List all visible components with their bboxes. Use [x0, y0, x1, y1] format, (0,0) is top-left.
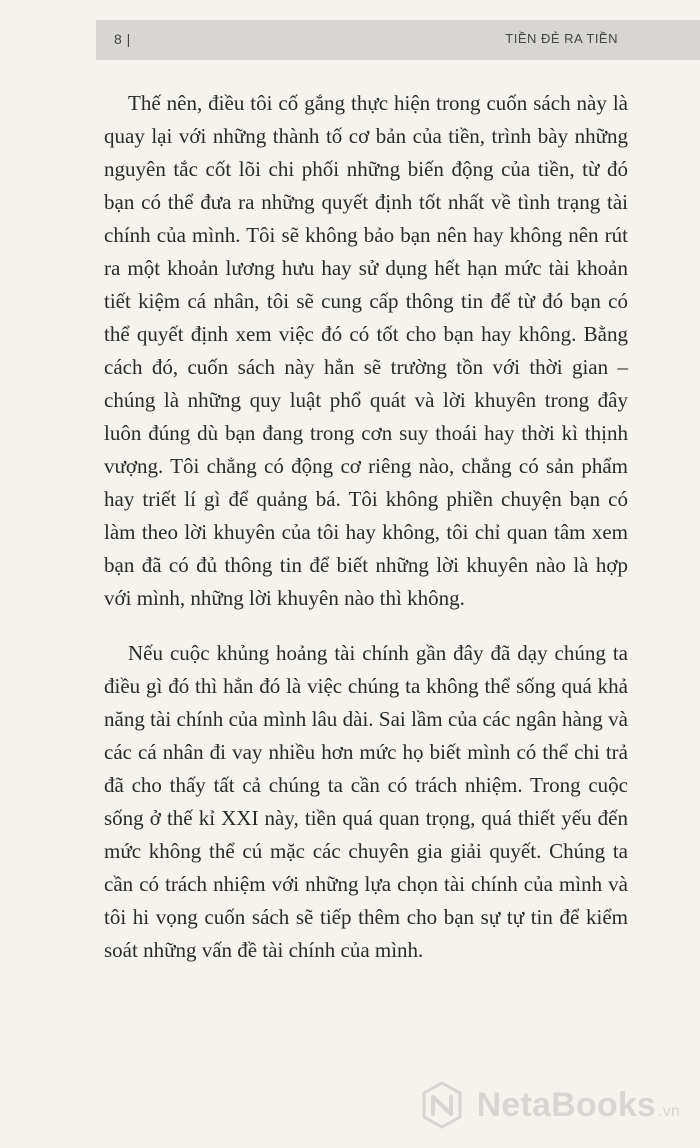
paragraph-2: Nếu cuộc khủng hoảng tài chính gần đây đã dạy chúng ta điều gì đó thì hẳn đó là việc chúng ta không thể sống quá khả năng tài chính của mình lâu dài. Sai lầm của các ngân hàng và các cá nhân đi vay nhiều hơn mức họ biết mình có thể chi trả đã cho thấy tất cả chúng ta cần có trách nhiệm. Trong cuộc sống ở thế kỉ XXI này, tiền quá quan trọng, quá thiết yếu đến mức không thể cú mặc các chuyên gia giải quyết. Chúng ta cần có trách nhiệm với những lựa chọn tài chính của mình và tôi hi vọng cuốn sách sẽ tiếp thêm cho bạn sự tự tin để kiểm soát những vấn đề tài chính của mình.: [104, 641, 628, 962]
watermark-brand: NetaBooks .vn: [476, 1086, 680, 1124]
page-content: [104, 87, 628, 967]
paragraph-1: Thế nên, điều tôi cố gắng thực hiện trong cuốn sách này là quay lại với những thành tố cơ bản của tiền, trình bày những nguyên tắc cốt lõi chi phối những biến động của tiền, từ đó bạn có thể đưa ra những quyết định tốt nhất về tình trạng tài chính của mình. Tôi sẽ không bảo bạn nên hay không nên rút ra một khoản lương hưu hay sử dụng hết hạn mức tài khoản tiết kiệm cá nhân, tôi sẽ cung cấp thông tin để từ đó bạn có thể quyết định xem việc đó có tốt cho bạn hay không. Bằng cách đó, cuốn sách này hẳn sẽ trường tồn với thời gian – chúng là những quy luật phổ quát và lời khuyên trong đây luôn đúng dù bạn đang trong cơn suy thoái hay thời kì thịnh vượng. Tôi chẳng có động cơ riêng nào, chẳng có sản phẩm hay triết lí gì để quảng bá. Tôi không phiền chuyện bạn có làm theo lời khuyên của tôi hay không, tôi chỉ quan tâm xem bạn đã có đủ thông tin để biết những lời khuyên nào là hợp với mình, những lời khuyên nào thì không.: [104, 91, 628, 610]
watermark: [417, 1080, 680, 1130]
netabooks-logo-icon: [417, 1080, 467, 1130]
running-title: TIỀN ĐẺ RA TIỀN: [505, 31, 618, 46]
page-number: 8 |: [114, 31, 131, 47]
